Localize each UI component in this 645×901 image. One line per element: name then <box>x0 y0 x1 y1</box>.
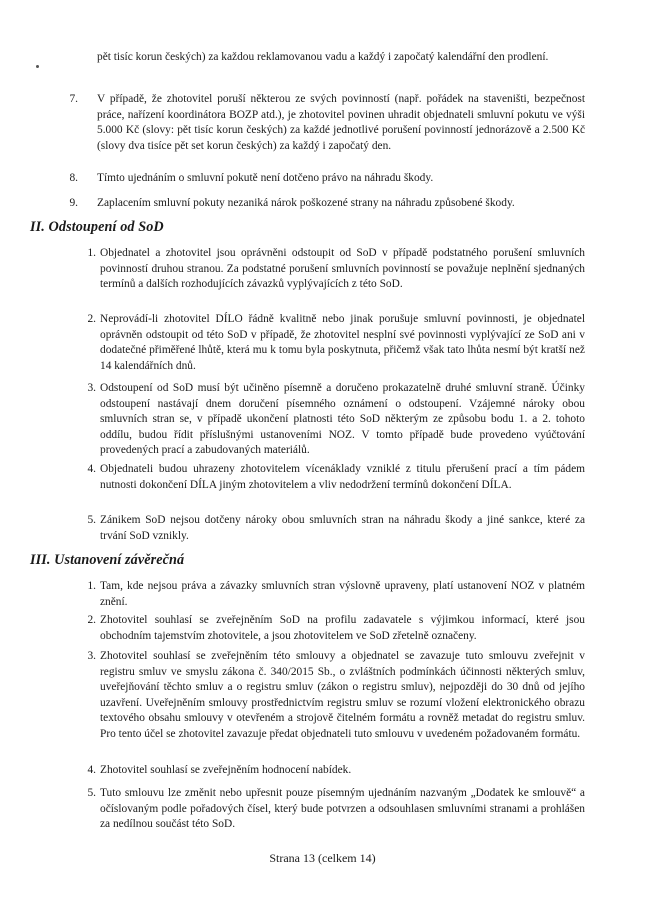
section-heading-final: III. Ustanovení závěrečná <box>30 552 185 568</box>
list-item-withdrawal-5: 5. Zánikem SoD nejsou dotčeny nároky obou smluvních stran na náhradu škody a jiné sankce, které za trvání SoD vznikly. <box>87 514 585 542</box>
list-item-penalty-9: 9. Zaplacením smluvní pokuty nezaniká nárok poškozené strany na náhradu způsobené škody. <box>69 197 515 209</box>
list-item-final-2: 2. Zhotovitel souhlasí se zveřejněním SoD na profilu zadavatele s výjimkou informací, které jsou obchodním tajemstvím zhotovitele, a jsou zhotovitelem ve SoD zřetelně označeny. <box>87 614 585 642</box>
list-item-withdrawal-4: 4. Objednateli budou uhrazeny zhotovitelem vícenáklady vzniklé z titulu přerušení prací a tím pádem nutnosti dokončení DÍLA jiným zhotovitelem a vliv nedodržení termínů dokončení DÍLA. <box>87 463 585 491</box>
list-item-withdrawal-2: 2. Neprovádí-li zhotovitel DÍLO řádně kvalitně nebo jinak porušuje smluvní povinnosti, je objednatel oprávněn odstoupit od této SoD v případě, že zhotovitel nesplní své povinnosti vyplývající ze SoD ani v dodatečné přiměřené lhůtě, která mu k tomu byla poskytnuta, přičemž však tato lhůta nesmí být kratší než 14 kalendářních dnů. <box>87 313 585 372</box>
list-item-final-5: 5. Tuto smlouvu lze změnit nebo upřesnit pouze písemným ujednáním nazvaným „Dodatek ke smlouvě“ a očíslovaným podle pořadových čísel, který bude potvrzen a odsouhlasen smluvními stranami a prohlášen za nedílnou součást této SoD. <box>87 787 585 831</box>
list-item-withdrawal-1: 1. Objednatel a zhotovitel jsou oprávněni odstoupit od SoD v případě podstatného porušení smluvních povinností druhou stranou. Za podstatné porušení smluvních povinností se považuje neplnění sjednaných termínů a dalších rozhodujících závazků vyplývajících z této SoD. <box>87 247 585 291</box>
list-item-final-3: 3. Zhotovitel souhlasí se zveřejněním této smlouvy a objednatel se zavazuje tuto smlouvu zveřejnit v registru smluv ve smyslu zákona č. 340/2015 Sb., o zvláštních podmínkách účinnosti některých smluv, uveřejňování těchto smluv a o registru smluv (zákon o registru smluv), nejpozději do 30 dnů od jejího uzavření. Uveřejněním smlouvy prostřednictvím registru smluv se rozumí vložení elektronického obrazu textového obsahu smlouvy v otevřeném a strojově čitelném formátu a rovněž metadat do registru smluv. Pro tento účel se zhotovitel zavazuje předat objednateli tuto smlouvu v uvedeném požadovaném formátu. <box>87 650 585 740</box>
scan-speck <box>36 65 39 68</box>
list-item-final-4: 4. Zhotovitel souhlasí se zveřejněním hodnocení nabídek. <box>87 764 352 776</box>
list-item-penalty-8: 8. Tímto ujednáním o smluvní pokutě není dotčeno právo na náhradu škody. <box>69 172 434 184</box>
list-item-penalty-7: 7. V případě, že zhotovitel poruší některou ze svých povinností (např. pořádek na staveništi, bezpečnost práce, nařízení koordinátora BOZP atd.), je zhotovitel povinen uhradit objednateli smluvní pokutu ve výši 5.000 Kč (slovy: pět tisíc korun českých) za každé jednotlivé porušení povinností jednorázově a 2.500 Kč (slovy dva tisíce pět set korun českých) za každý i započatý den. <box>69 93 585 152</box>
list-item-withdrawal-3: 3. Odstoupení od SoD musí být učiněno písemně a doručeno prokazatelně druhé smluvní straně. Účinky odstoupení nastávají dnem doručení písemného oznámení o odstoupení. Vzájemné nároky obou smluvních stran se, v případě ukončení platnosti této SoD některým ze způsobu bodu 1. a 2. tohoto oddílu, budou řídit příslušnými ustanoveními NOZ. V tomto případě bude provedeno vyúčtování provedených prací a zabudovaných materiálů. <box>87 382 585 457</box>
continuation-paragraph: pět tisíc korun českých) za každou reklamovanou vadu a každý i započatý kalendářní den prodlení. <box>97 51 549 63</box>
page-number-footer: Strana 13 (celkem 14) <box>269 851 376 865</box>
list-item-final-1: 1. Tam, kde nejsou práva a závazky smluvních stran výslovně upraveny, platí ustanovení NOZ v platném znění. <box>87 580 585 608</box>
section-heading-withdrawal: II. Odstoupení od SoD <box>30 219 164 235</box>
